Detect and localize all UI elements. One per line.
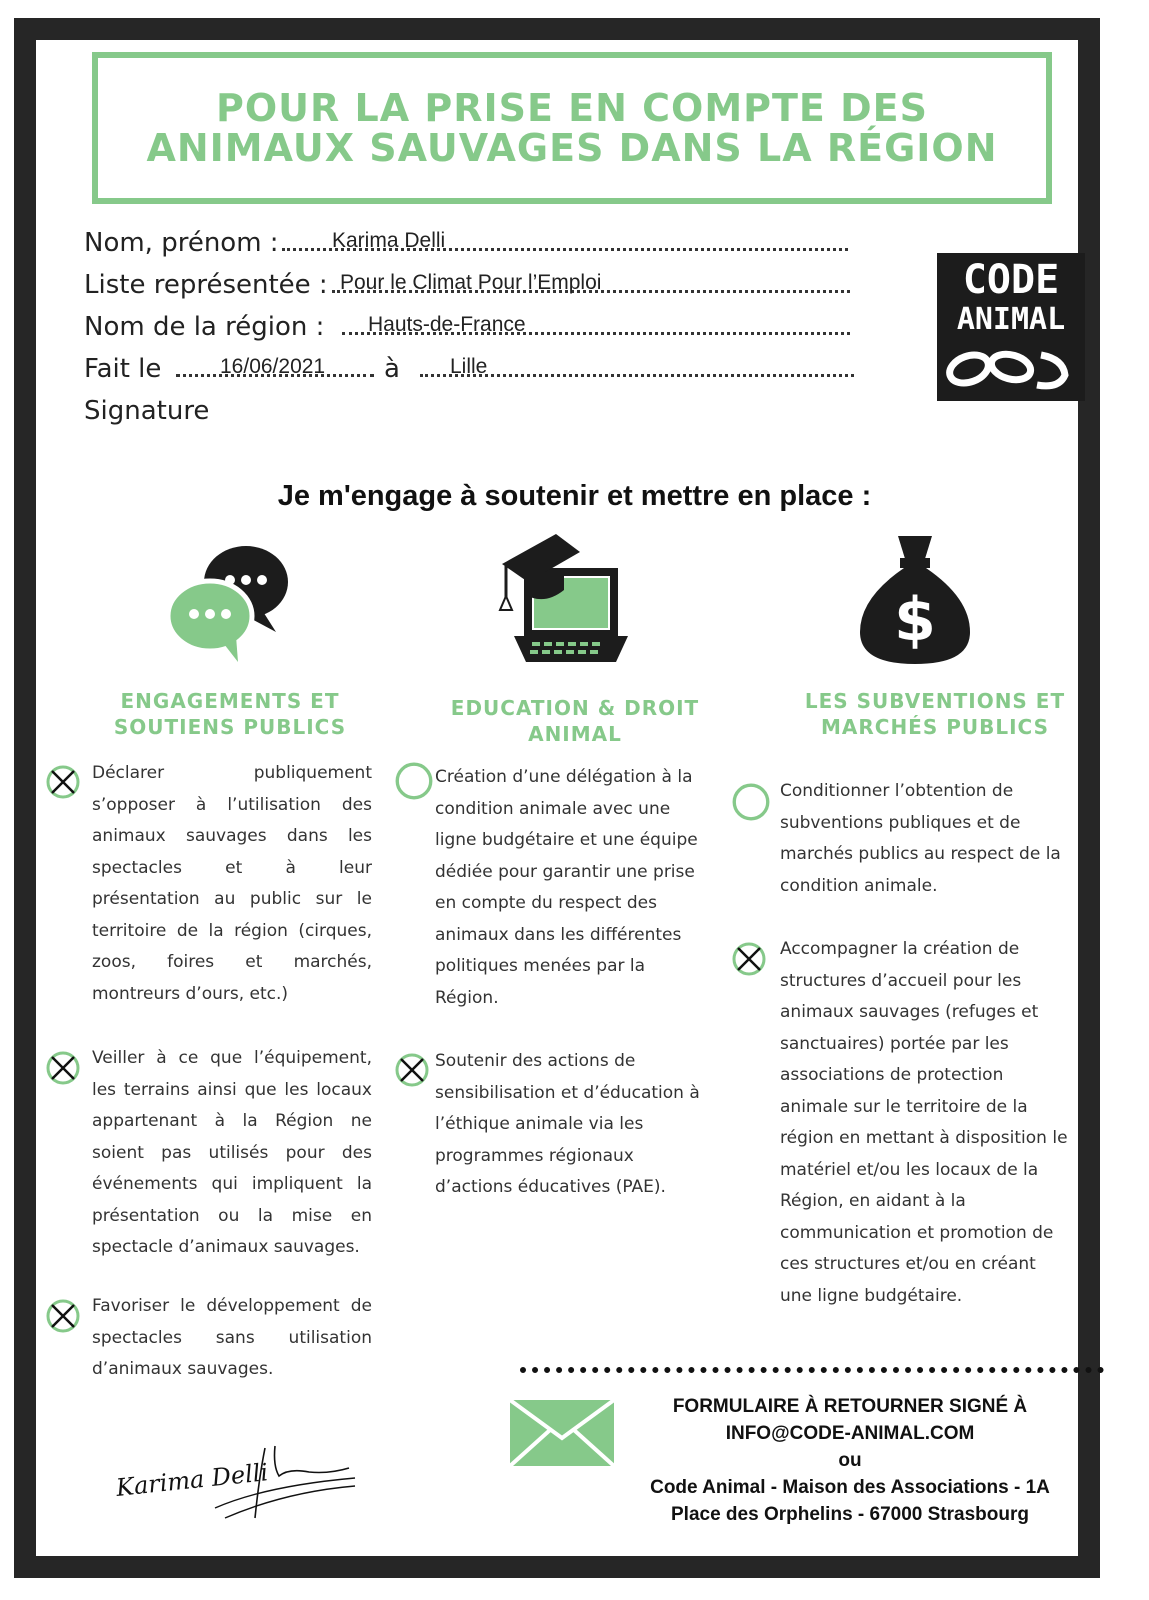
name-row: [84, 222, 884, 264]
list-item-line: dédiée pour garantir une prise: [435, 861, 695, 882]
list-item-line: présentation au public sur le: [92, 889, 372, 909]
title-line-1: POUR LA PRISE EN COMPTE DES: [216, 86, 928, 130]
list-item-line: Accompagner la création de: [780, 939, 1020, 959]
list-label: Liste représentée :: [84, 270, 328, 300]
footer-line-1: FORMULAIRE À RETOURNER SIGNÉ À: [672, 1396, 1028, 1417]
postal-address-line-2: Place des Orphelins - 67000 Strasbourg: [671, 1504, 1029, 1525]
list-item-line: marchés publics au respect de la: [780, 844, 1061, 864]
date-label: Fait le: [84, 354, 162, 384]
postal-address-line-1: Code Animal - Maison des Associations - 1A: [650, 1477, 1050, 1498]
signatory-form: [84, 222, 884, 432]
column-heading-line: LES SUBVENTIONS ET: [804, 689, 1066, 713]
list-item-line: appartenant à la Région ne: [92, 1111, 372, 1131]
list-item-line: animaux sauvages dans les: [92, 826, 372, 846]
signature-text: Karima Delli: [115, 1458, 270, 1502]
list-item-line: présentation ou la mise en: [92, 1205, 372, 1226]
list-item: [92, 758, 372, 1010]
chain-icon: [941, 337, 1081, 397]
title-line-2: ANIMAUX SAUVAGES DANS LA RÉGION: [146, 126, 998, 170]
list-item-line: politiques menées par la: [435, 956, 646, 976]
handwritten-signature: [115, 1438, 365, 1528]
list-item-line: matériel et/ou les locaux de la: [780, 1159, 1039, 1180]
checkbox-checked[interactable]: [46, 1051, 80, 1085]
dollar-sign-icon: $: [894, 585, 936, 655]
list-item-line: spectacles et à leur: [92, 857, 372, 878]
list-item-line: en compte du respect des: [435, 893, 657, 913]
list-item-line: Région.: [435, 987, 499, 1008]
region-value[interactable]: Hauts-de-France: [368, 313, 526, 336]
list-item-line: structures d’accueil pour les: [780, 970, 1022, 991]
list-item: [435, 762, 725, 1014]
checkbox-checked[interactable]: [395, 1053, 429, 1087]
list-item-line: zoos, foires et marchés,: [92, 952, 372, 972]
list-item-line: l’éthique animale via les: [435, 1114, 644, 1134]
list-item: [92, 1043, 372, 1264]
date-value[interactable]: 16/06/2021: [220, 355, 326, 378]
region-row: [84, 306, 884, 348]
list-item-line: animaux sauvages (refuges et: [780, 1002, 1039, 1022]
name-value[interactable]: Karima Delli: [332, 229, 446, 252]
checkbox-unchecked[interactable]: [395, 762, 433, 800]
list-item-line: spectacle d’animaux sauvages.: [92, 1237, 360, 1257]
list-value[interactable]: Pour le Climat Pour l’Emploi: [340, 271, 602, 294]
signature-row: [84, 390, 884, 432]
list-item-line: une ligne budgétaire.: [780, 1285, 963, 1306]
column-heading-line: SOUTIENS PUBLICS: [113, 715, 347, 739]
column-heading-line: MARCHÉS PUBLICS: [820, 715, 1049, 739]
list-item-line: animale sur le territoire de la: [780, 1096, 1028, 1117]
list-item-line: animaux dans les différentes: [435, 924, 682, 945]
checkbox-unchecked[interactable]: [732, 783, 770, 821]
list-item-line: d’animaux sauvages.: [92, 1359, 274, 1379]
column-heading-engagements: [60, 688, 400, 740]
list-item: [780, 934, 1090, 1312]
footer-or: ou: [838, 1450, 862, 1471]
money-bag-icon: [858, 528, 972, 668]
list-item-line: les terrains ainsi que les locaux: [92, 1079, 372, 1100]
list-item: [780, 776, 1090, 902]
checkbox-checked[interactable]: [46, 1299, 80, 1333]
date-place-row: [84, 348, 884, 390]
list-item-line: associations de protection: [780, 1065, 1004, 1085]
list-item-line: condition animale avec une: [435, 798, 671, 819]
list-item-line: territoire de la région (cirques,: [92, 920, 372, 941]
list-item-line: sanctuaires) portée par les: [780, 1033, 1009, 1054]
column-heading-line: EDUCATION & DROIT: [450, 696, 700, 720]
list-item-line: s’opposer à l’utilisation des: [92, 794, 372, 815]
list-item-line: soient pas utilisés pour des: [92, 1142, 372, 1163]
region-label: Nom de la région :: [84, 312, 325, 342]
list-item-line: programmes régionaux: [435, 1145, 634, 1166]
column-heading-subventions: [760, 688, 1110, 740]
list-item-line: spectacles sans utilisation: [92, 1327, 372, 1348]
place-value[interactable]: Lille: [450, 355, 488, 378]
list-item-line: Soutenir des actions de: [435, 1051, 636, 1071]
column-heading-line: ANIMAL: [528, 722, 622, 746]
column-heading-education: [410, 695, 740, 747]
signature-label: Signature: [84, 396, 210, 426]
column-heading-line: ENGAGEMENTS ET: [120, 689, 340, 713]
list-item-line: communication et promotion de: [780, 1222, 1054, 1243]
title-box: [92, 52, 1052, 204]
list-item-line: Création d’une délégation à la: [435, 767, 693, 787]
list-row: [84, 264, 884, 306]
commitment-heading: Je m'engage à soutenir et mettre en place :: [277, 480, 872, 512]
code-animal-logo: [937, 253, 1085, 401]
list-item-line: Veiller à ce que l’équipement,: [92, 1048, 372, 1068]
logo-text-code: CODE: [962, 257, 1060, 303]
list-item-line: condition animale.: [780, 875, 938, 896]
list-item-line: subventions publiques et de: [780, 812, 1021, 833]
list-item-line: montreurs d’ours, etc.): [92, 983, 289, 1004]
checkbox-checked[interactable]: [46, 765, 80, 799]
list-item-line: sensibilisation et d’éducation à: [435, 1082, 700, 1103]
list-item-line: d’actions éducatives (PAE).: [435, 1177, 666, 1197]
at-label: à: [384, 354, 400, 384]
list-item-line: événements qui impliquent la: [92, 1174, 372, 1194]
list-item: [92, 1291, 372, 1386]
logo-text-animal: ANIMAL: [956, 302, 1066, 337]
checkbox-checked[interactable]: [732, 942, 766, 976]
graduation-laptop-icon: [498, 532, 638, 672]
list-item: [435, 1046, 725, 1204]
name-label: Nom, prénom :: [84, 228, 279, 258]
list-item-line: Conditionner l’obtention de: [780, 781, 1014, 801]
list-item-line: Région, en aidant à la: [780, 1191, 966, 1211]
list-item-line: ces structures et/ou en créant: [780, 1254, 1036, 1274]
list-item-line: région en mettant à disposition le: [780, 1128, 1068, 1148]
contact-email-link[interactable]: INFO@CODE-ANIMAL.COM: [725, 1423, 975, 1444]
speech-bubbles-icon: [166, 538, 296, 664]
return-instructions: [610, 1393, 1090, 1528]
footer-dotted-divider: [520, 1367, 1104, 1373]
envelope-icon: [508, 1398, 616, 1468]
list-item-line: ligne budgétaire et une équipe: [435, 830, 698, 850]
list-item-line: Déclarer publiquement: [92, 763, 372, 783]
list-item-line: Favoriser le développement de: [92, 1296, 372, 1316]
